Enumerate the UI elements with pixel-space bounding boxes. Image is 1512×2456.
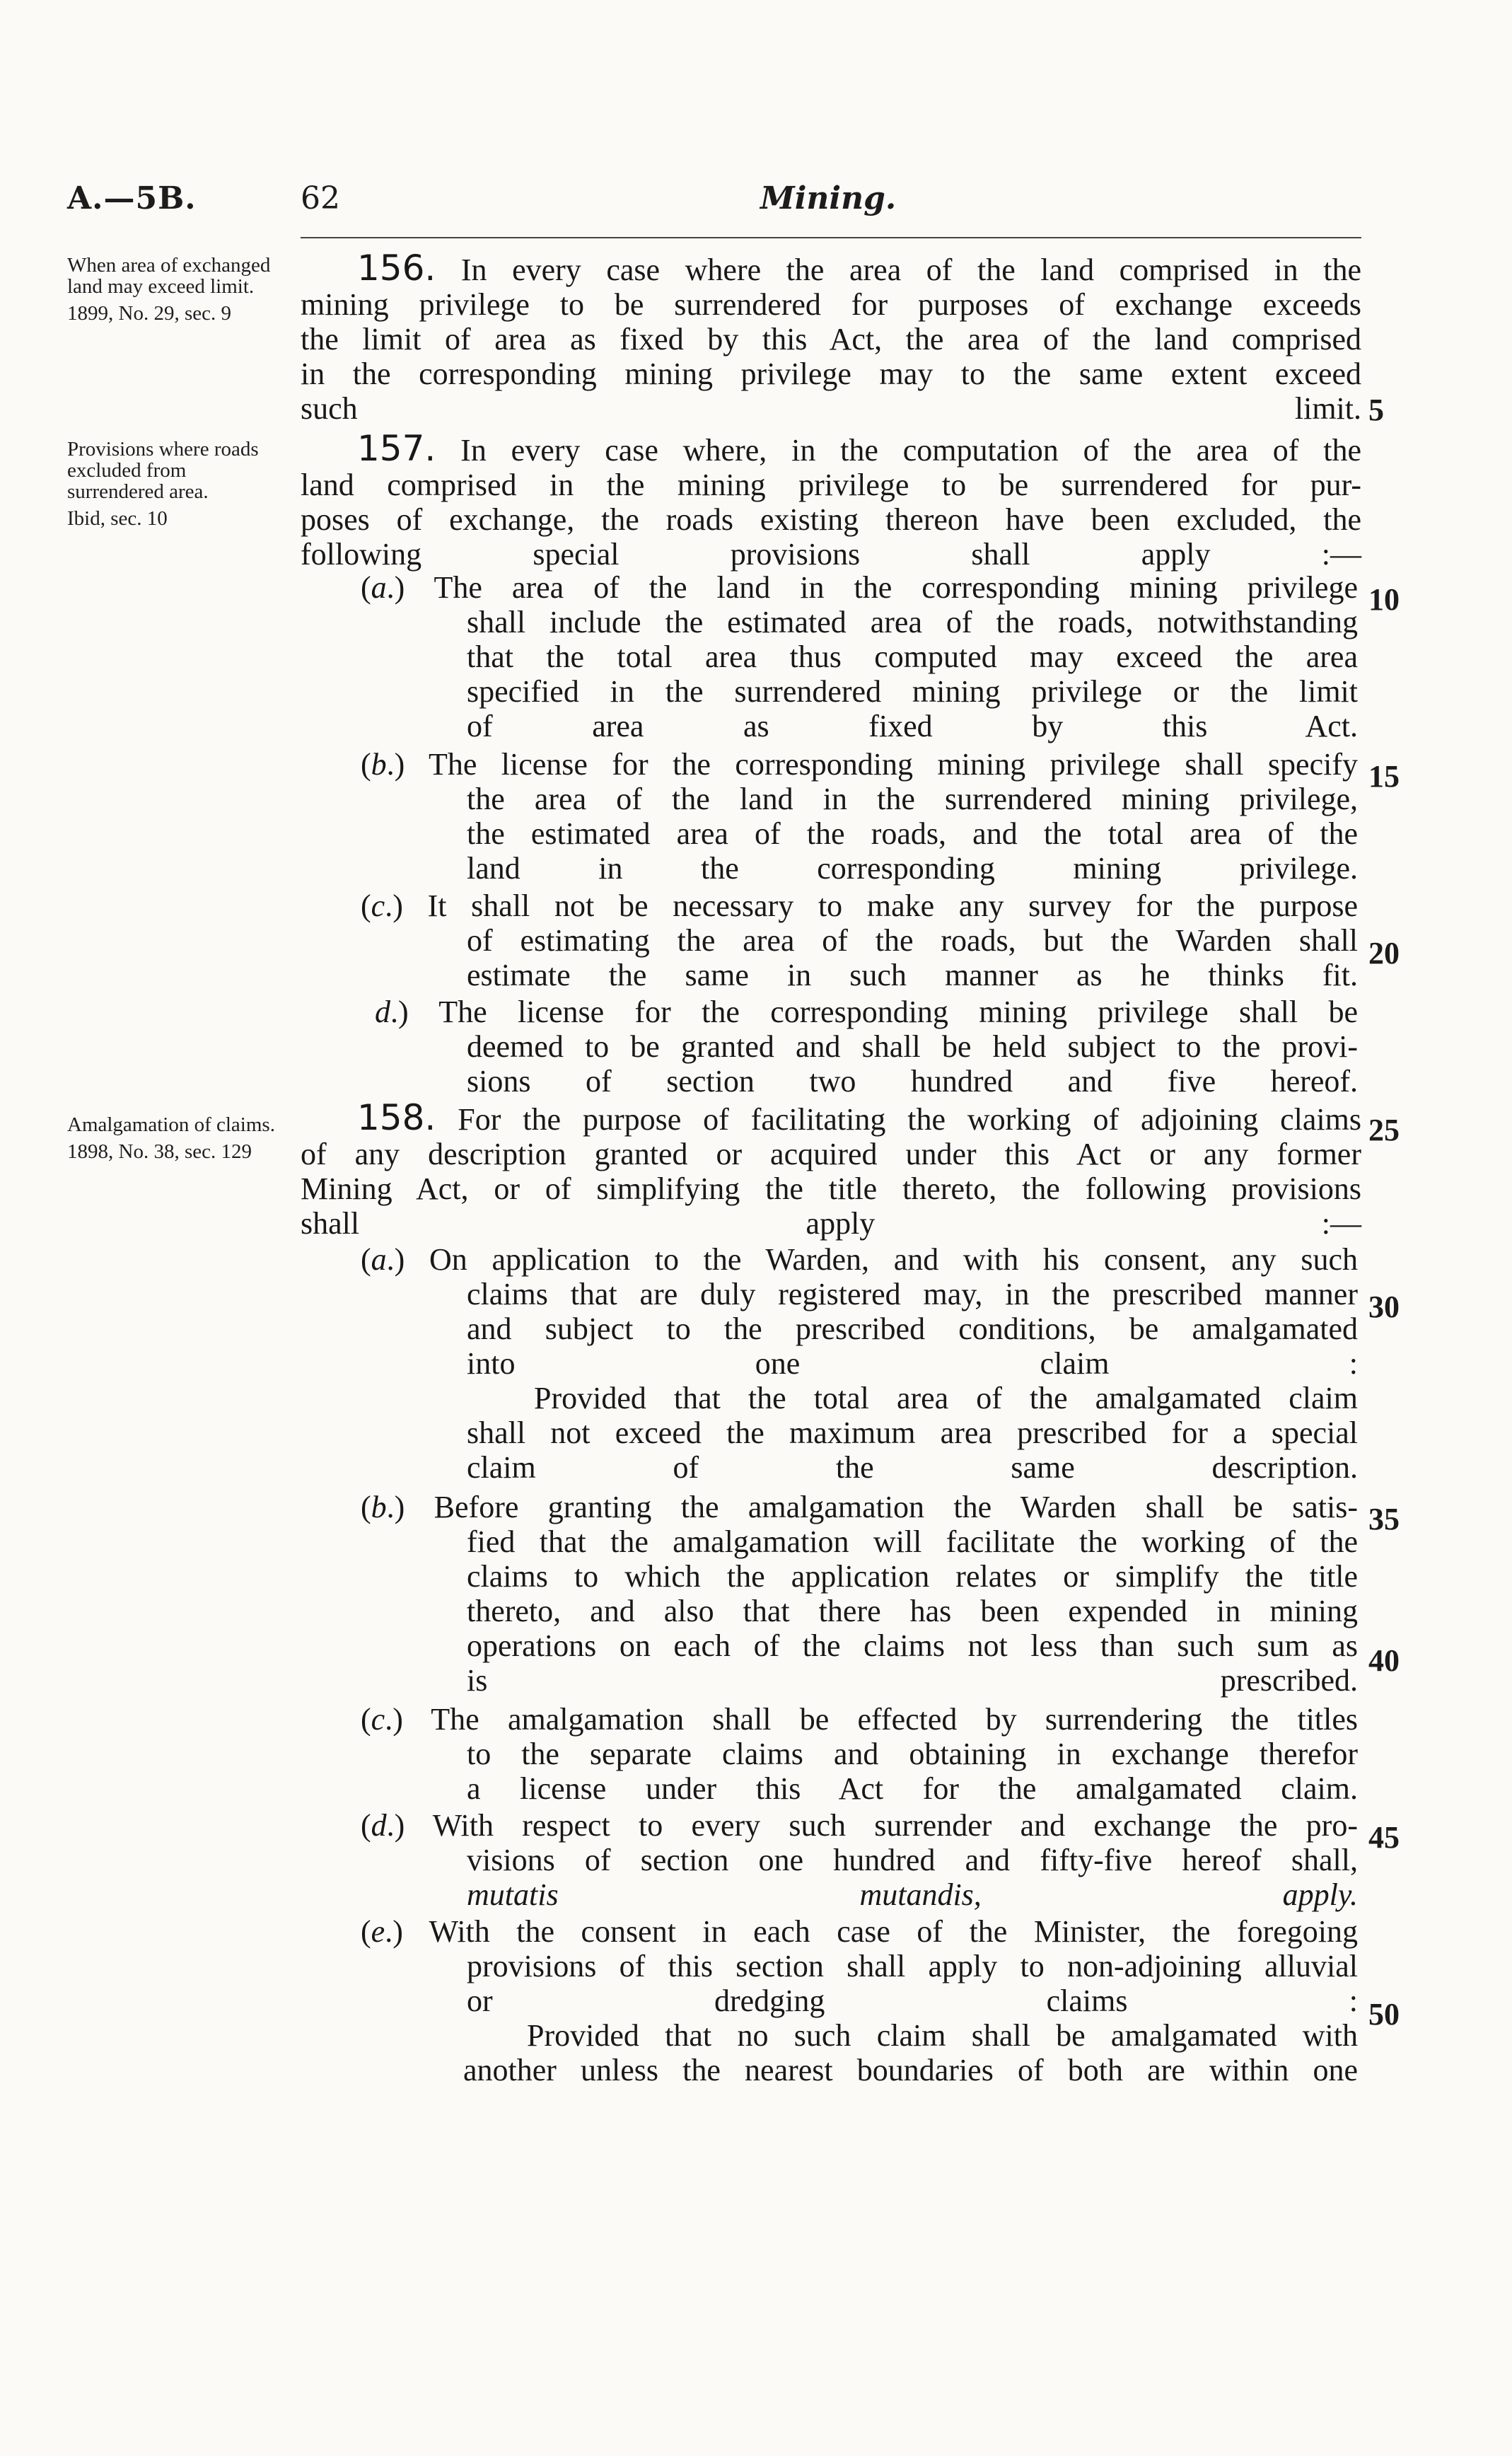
text-line: to the separate claims and obtaining in exchange therefor bbox=[467, 1737, 1358, 1771]
text-line: claims that are duly registered may, in the prescribed manner bbox=[467, 1277, 1358, 1311]
text-line: shall apply :— bbox=[301, 1206, 1361, 1241]
text-line: provisions of this section shall apply to non-adjoining alluvial bbox=[467, 1949, 1358, 1983]
section-number: 158. bbox=[357, 1097, 436, 1138]
text-line: into one claim : bbox=[467, 1346, 1358, 1381]
text-line: of estimating the area of the roads, but the Warden shall bbox=[467, 923, 1358, 958]
line-number: 25 bbox=[1368, 1113, 1400, 1147]
text-line: fied that the amalgamation will facilitate the working of the bbox=[467, 1524, 1358, 1559]
section-157 bbox=[301, 428, 1361, 572]
subsection-157-a bbox=[361, 570, 1358, 743]
text-line: poses of exchange, the roads existing thereon have been excluded, the bbox=[301, 502, 1361, 537]
margin-note-156 bbox=[67, 255, 286, 324]
section-number: 156. bbox=[357, 248, 436, 289]
line-number: 20 bbox=[1368, 936, 1400, 971]
text-line: land comprised in the mining privilege to be surrendered for pur- bbox=[301, 468, 1361, 502]
text-line: such limit. bbox=[301, 391, 1361, 426]
text-line: Mining Act, or of simplifying the title thereto, the following provisions bbox=[301, 1171, 1361, 1206]
text-line: On application to the Warden, and with his consent, any such bbox=[429, 1242, 1358, 1277]
text-line: sions of section two hundred and five hereof. bbox=[467, 1064, 1358, 1099]
margin-note-ref: 1898, No. 38, sec. 129 bbox=[67, 1140, 252, 1163]
item-label: (a.) bbox=[361, 1242, 405, 1277]
margin-note-157 bbox=[67, 439, 286, 529]
item-label: (b.) bbox=[361, 1490, 405, 1524]
margin-note-heading: Amalgamation of claims. bbox=[67, 1113, 275, 1136]
text-line: The area of the land in the corresponding mining privilege bbox=[434, 570, 1358, 605]
text-line: shall not exceed the maximum area prescribed for a special bbox=[467, 1415, 1358, 1450]
page-number: 62 bbox=[301, 180, 340, 216]
text-line: claims to which the application relates or simplify the title bbox=[467, 1559, 1358, 1594]
margin-note-heading: When area of exchanged land may exceed limit. bbox=[67, 254, 271, 298]
text-line: Provided that no such claim shall be amalgamated with bbox=[527, 2018, 1358, 2053]
section-156 bbox=[301, 248, 1361, 426]
text-line: and subject to the prescribed conditions, be amalgamated bbox=[467, 1311, 1358, 1346]
text-line: of area as fixed by this Act. bbox=[467, 709, 1358, 743]
text-line: or dredging claims : bbox=[467, 1983, 1358, 2018]
item-label: (a.) bbox=[361, 570, 405, 605]
text-line: mutatis mutandis, apply. bbox=[467, 1877, 1358, 1912]
header-code: A.—5B. bbox=[67, 180, 197, 216]
text-line: claim of the same description. bbox=[467, 1450, 1358, 1485]
item-label: (c.) bbox=[361, 888, 403, 923]
text-line: a license under this Act for the amalgamated claim. bbox=[467, 1771, 1358, 1806]
subsection-158-a bbox=[361, 1242, 1358, 1485]
margin-note-158 bbox=[67, 1114, 279, 1162]
line-number: 35 bbox=[1368, 1502, 1400, 1536]
subsection-157-c bbox=[361, 888, 1358, 992]
subsection-157-d bbox=[375, 995, 1358, 1099]
text-line: shall include the estimated area of the roads, notwithstanding bbox=[467, 605, 1358, 639]
line-number: 30 bbox=[1368, 1290, 1400, 1324]
text-line: In every case where, in the computation of the area of the bbox=[460, 433, 1361, 468]
text-line: For the purpose of facilitating the working of adjoining claims bbox=[458, 1102, 1362, 1137]
text-line: Before granting the amalgamation the Warden shall be satis- bbox=[434, 1490, 1358, 1524]
text-line: the limit of area as fixed by this Act, the area of the land comprised bbox=[301, 322, 1361, 357]
text-line: specified in the surrendered mining privilege or the limit bbox=[467, 674, 1358, 709]
section-158 bbox=[301, 1097, 1362, 1241]
line-number: 15 bbox=[1368, 759, 1400, 794]
text-line: With respect to every such surrender and exchange the pro- bbox=[432, 1808, 1358, 1843]
margin-note-heading: Provisions where roads excluded from surrendered area. bbox=[67, 438, 259, 503]
text-line: the area of the land in the surrendered mining privilege, bbox=[467, 782, 1358, 816]
text-line: another unless the nearest boundaries of both are within one bbox=[463, 2053, 1358, 2087]
text-line: It shall not be necessary to make any survey for the purpose bbox=[427, 888, 1359, 923]
line-number: 5 bbox=[1368, 393, 1384, 427]
text-line: mining privilege to be surrendered for purposes of exchange exceeds bbox=[301, 287, 1361, 322]
margin-note-ref: Ibid, sec. 10 bbox=[67, 507, 168, 530]
subsection-158-d bbox=[361, 1808, 1358, 1912]
text-line: With the consent in each case of the Minister, the foregoing bbox=[429, 1914, 1358, 1949]
text-line: of any description granted or acquired under this Act or any former bbox=[301, 1137, 1361, 1171]
text-line: estimate the same in such manner as he thinks fit. bbox=[467, 958, 1358, 992]
text-line: In every case where the area of the land comprised in the bbox=[460, 253, 1361, 287]
text-line: The license for the corresponding mining privilege shall specify bbox=[428, 747, 1358, 782]
item-label: (c.) bbox=[361, 1702, 403, 1737]
text-line: operations on each of the claims not less than such sum as bbox=[467, 1628, 1358, 1663]
text-line: is prescribed. bbox=[467, 1663, 1358, 1698]
subsection-158-e bbox=[361, 1914, 1358, 2087]
item-label: d.) bbox=[375, 995, 409, 1029]
line-number: 10 bbox=[1368, 582, 1400, 617]
subsection-157-b bbox=[361, 747, 1358, 886]
subsection-158-c bbox=[361, 1702, 1358, 1806]
text-line: thereto, and also that there has been expended in mining bbox=[467, 1594, 1358, 1628]
text-line: the estimated area of the roads, and the total area of the bbox=[467, 816, 1358, 851]
subsection-158-b bbox=[361, 1490, 1358, 1698]
line-number: 45 bbox=[1368, 1820, 1400, 1855]
text-line: The license for the corresponding mining privilege shall be bbox=[438, 995, 1358, 1029]
text-line: in the corresponding mining privilege may to the same extent exceed bbox=[301, 357, 1361, 391]
text-line: visions of section one hundred and fifty-five hereof shall, bbox=[467, 1843, 1358, 1877]
section-number: 157. bbox=[357, 428, 436, 469]
line-number: 50 bbox=[1368, 1997, 1400, 2032]
page-title: Mining. bbox=[760, 180, 897, 216]
text-line: land in the corresponding mining privilege. bbox=[467, 851, 1358, 886]
item-label: (b.) bbox=[361, 747, 405, 782]
header-rule bbox=[301, 237, 1361, 238]
margin-note-ref: 1899, No. 29, sec. 9 bbox=[67, 302, 231, 325]
text-line: following special provisions shall apply :— bbox=[301, 537, 1361, 572]
text-line: Provided that the total area of the amalgamated claim bbox=[534, 1381, 1358, 1415]
text-line: The amalgamation shall be effected by surrendering the titles bbox=[431, 1702, 1358, 1737]
item-label: (d.) bbox=[361, 1808, 405, 1843]
line-number: 40 bbox=[1368, 1643, 1400, 1678]
text-line: that the total area thus computed may exceed the area bbox=[467, 639, 1358, 674]
item-label: (e.) bbox=[361, 1914, 403, 1949]
text-line: deemed to be granted and shall be held subject to the provi- bbox=[467, 1029, 1358, 1064]
